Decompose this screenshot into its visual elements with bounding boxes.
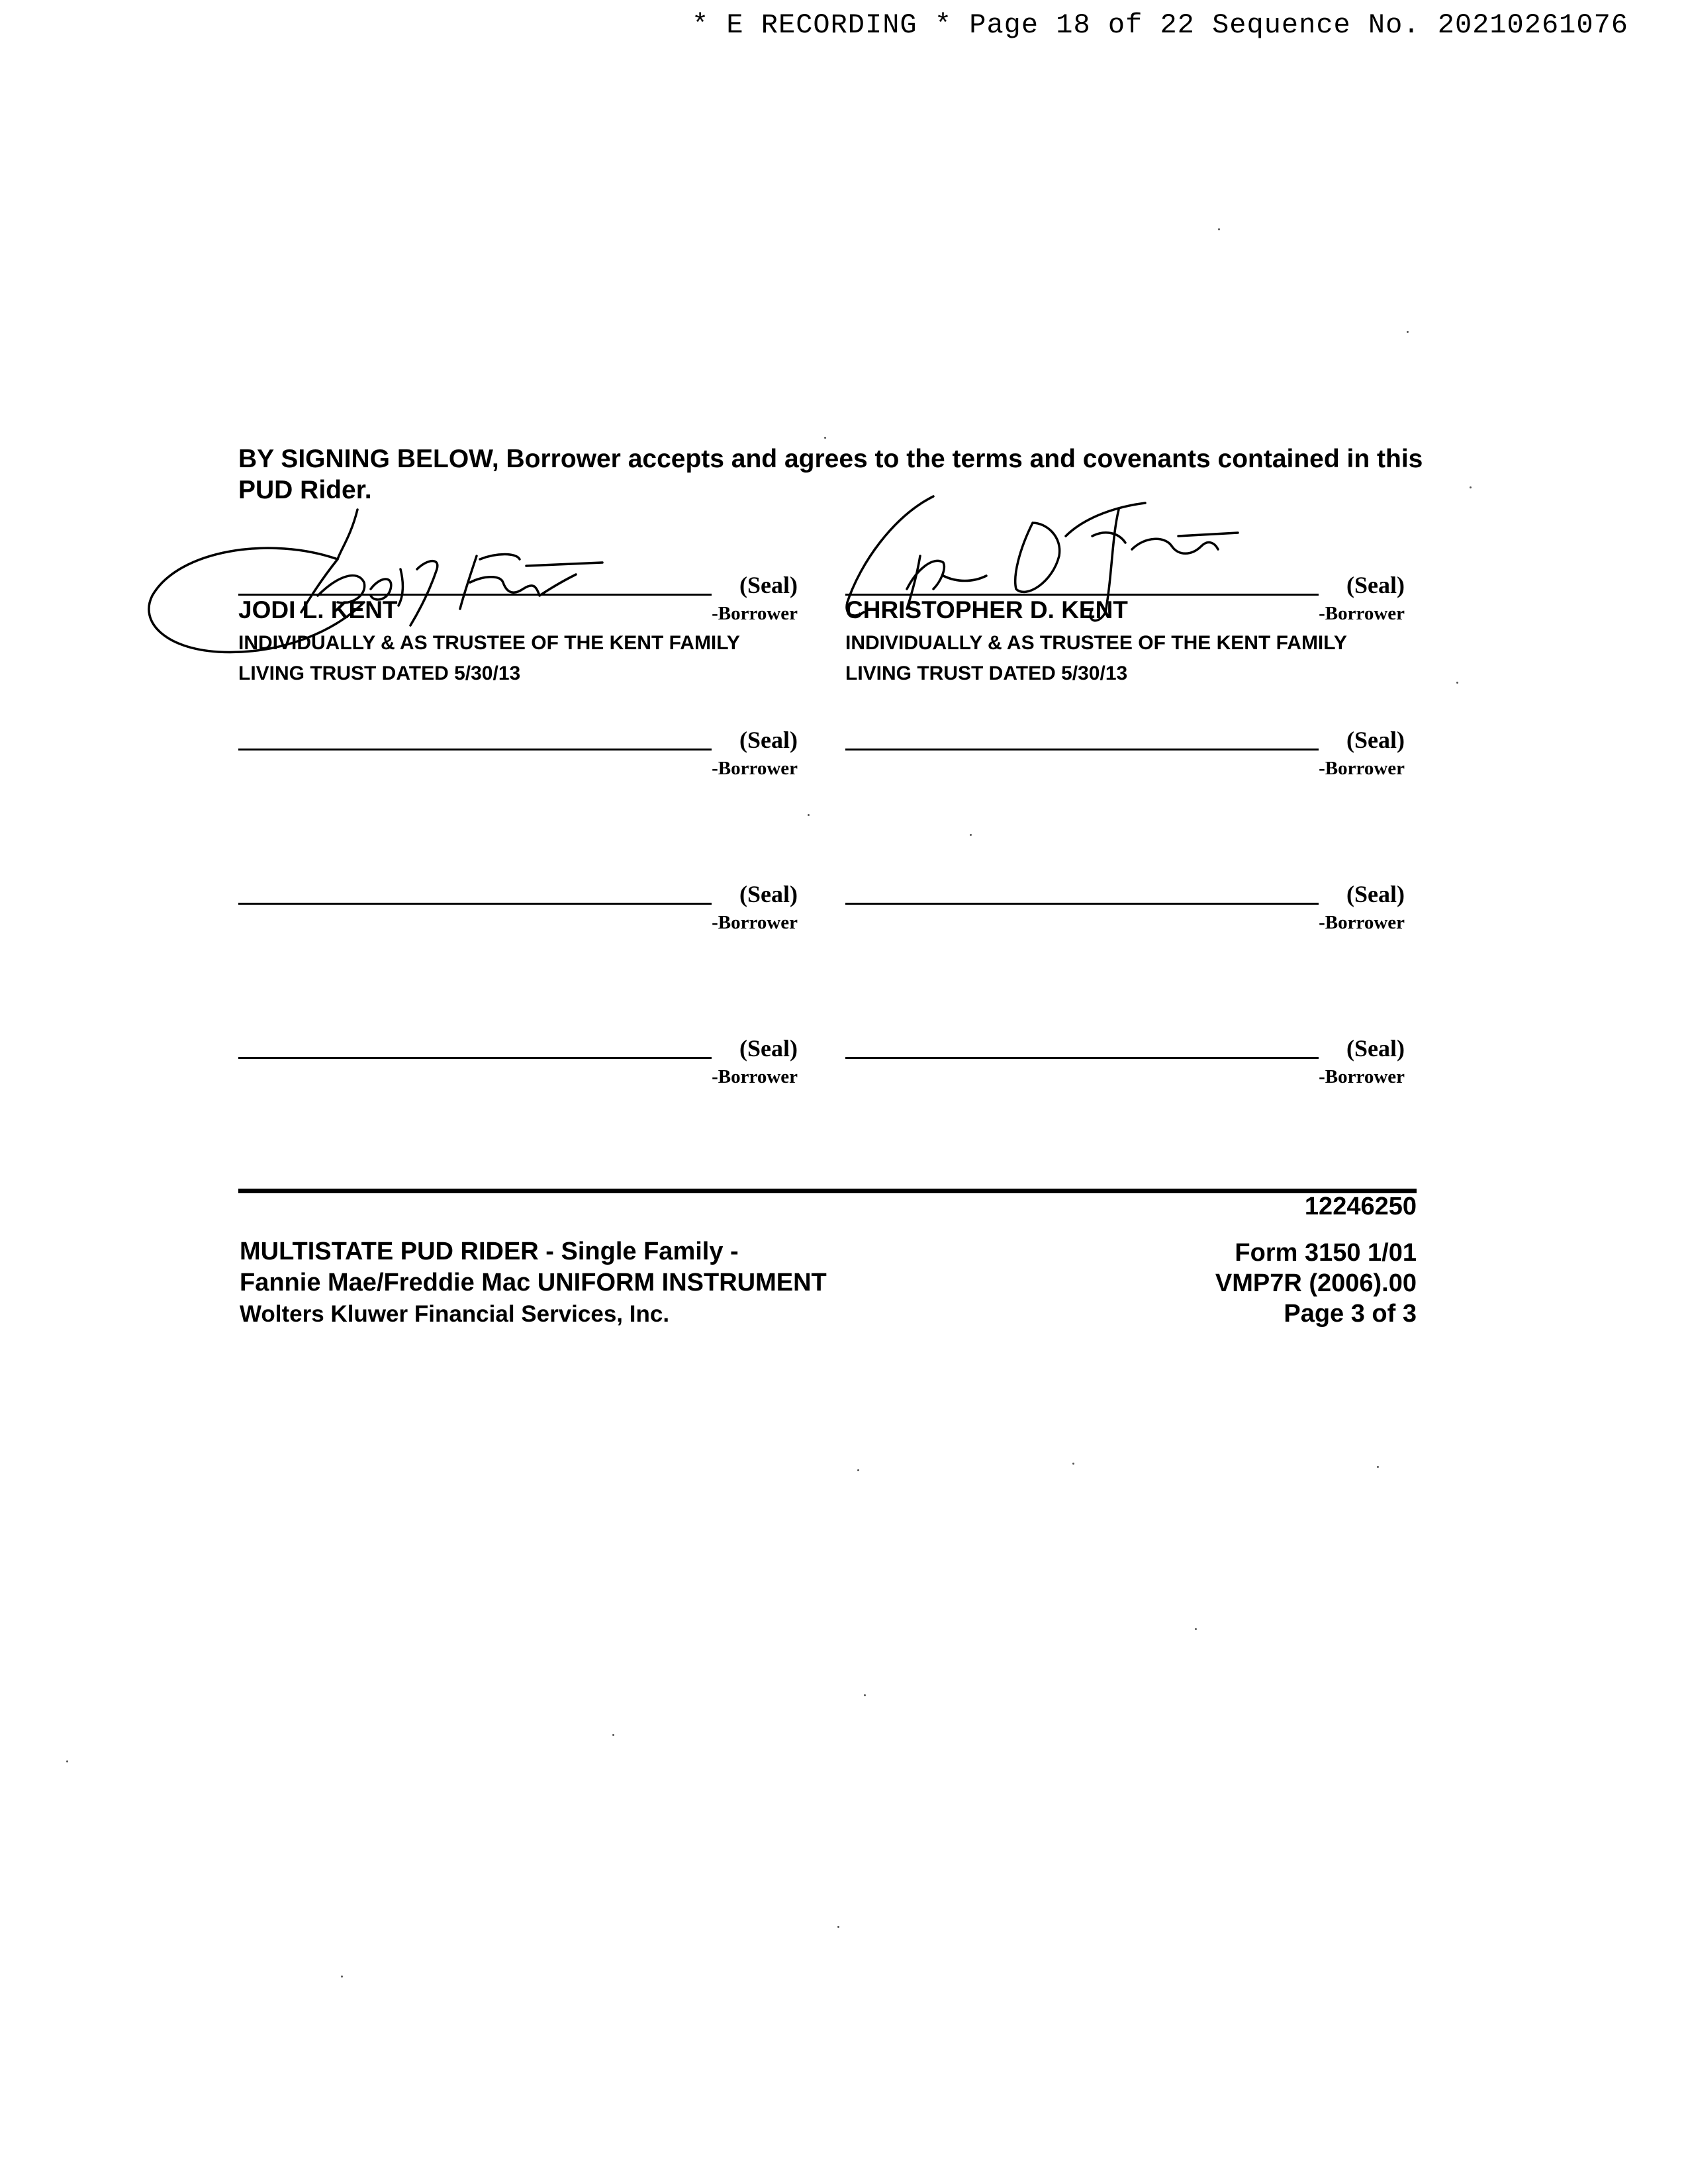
signing-statement-lead: BY SIGNING BELOW, — [238, 445, 499, 473]
scan-speck — [970, 834, 972, 836]
signer-capacity-line2: LIVING TRUST DATED 5/30/13 — [845, 662, 1128, 684]
borrower-label: -Borrower — [712, 912, 798, 933]
form-footer-right — [1215, 1191, 1417, 1329]
borrower-label: -Borrower — [1319, 1066, 1405, 1087]
signature-line — [845, 903, 1319, 905]
seal-label: (Seal) — [739, 572, 798, 598]
borrower-label: -Borrower — [1319, 912, 1405, 933]
scan-speck — [612, 1734, 614, 1736]
signer-capacity-line2: LIVING TRUST DATED 5/30/13 — [238, 662, 521, 684]
borrower-label: -Borrower — [712, 1066, 798, 1087]
signature-line — [238, 1057, 712, 1059]
seal-label: (Seal) — [739, 727, 798, 753]
signature-line — [845, 1057, 1319, 1059]
scan-speck — [824, 437, 826, 439]
publisher: Wolters Kluwer Financial Services, Inc. — [240, 1301, 670, 1327]
scan-speck — [1407, 331, 1409, 333]
borrower-label: -Borrower — [1319, 758, 1405, 779]
signing-statement — [238, 443, 1423, 506]
form-number: Form 3150 1/01 — [1235, 1239, 1417, 1267]
signature-line — [238, 594, 712, 596]
scan-speck — [857, 1469, 859, 1471]
seal-label: (Seal) — [1346, 727, 1405, 753]
seal-label: (Seal) — [1346, 572, 1405, 598]
vmp-code: VMP7R (2006).00 — [1215, 1269, 1417, 1297]
scan-speck — [1218, 228, 1220, 230]
signer-name: CHRISTOPHER D. KENT — [845, 596, 1128, 623]
borrower-label: -Borrower — [1319, 603, 1405, 624]
page-number: Page 3 of 3 — [1284, 1300, 1417, 1328]
recording-header: * E RECORDING * Page 18 of 22 Sequence No. 20210261076 — [691, 9, 1628, 41]
borrower-label: -Borrower — [712, 603, 798, 624]
scan-speck — [837, 1926, 839, 1928]
form-title: MULTISTATE PUD RIDER - Single Family - — [240, 1238, 739, 1265]
signer-capacity-line1: INDIVIDUALLY & AS TRUSTEE OF THE KENT FAMILY — [238, 632, 740, 654]
scan-speck — [1072, 1463, 1074, 1465]
signature-line — [845, 594, 1319, 596]
form-footer-left — [240, 1236, 827, 1330]
uniform-instrument: Fannie Mae/Freddie Mac UNIFORM INSTRUMENT — [240, 1269, 827, 1297]
scan-speck — [808, 814, 810, 816]
signing-statement-text: Borrower accepts and agrees to the terms and covenants contained in this PUD Rider. — [238, 445, 1423, 504]
signer-name: JODI L. KENT — [238, 596, 398, 623]
seal-label: (Seal) — [1346, 881, 1405, 907]
scan-speck — [864, 1694, 866, 1696]
signature-line — [845, 749, 1319, 751]
scan-speck — [1470, 486, 1472, 488]
signature-line — [238, 749, 712, 751]
seal-label: (Seal) — [739, 1035, 798, 1062]
signer-capacity — [238, 628, 798, 689]
scan-speck — [66, 1760, 68, 1762]
scan-speck — [1377, 1466, 1379, 1468]
loan-number: 12246250 — [1304, 1193, 1417, 1220]
scan-speck — [341, 1976, 343, 1978]
seal-label: (Seal) — [1346, 1035, 1405, 1062]
seal-label: (Seal) — [739, 881, 798, 907]
scan-speck — [1195, 1628, 1197, 1630]
signature-line — [238, 903, 712, 905]
scan-speck — [1456, 682, 1458, 684]
signer-capacity — [845, 628, 1405, 689]
borrower-label: -Borrower — [712, 758, 798, 779]
signer-capacity-line1: INDIVIDUALLY & AS TRUSTEE OF THE KENT FAMILY — [845, 632, 1347, 654]
